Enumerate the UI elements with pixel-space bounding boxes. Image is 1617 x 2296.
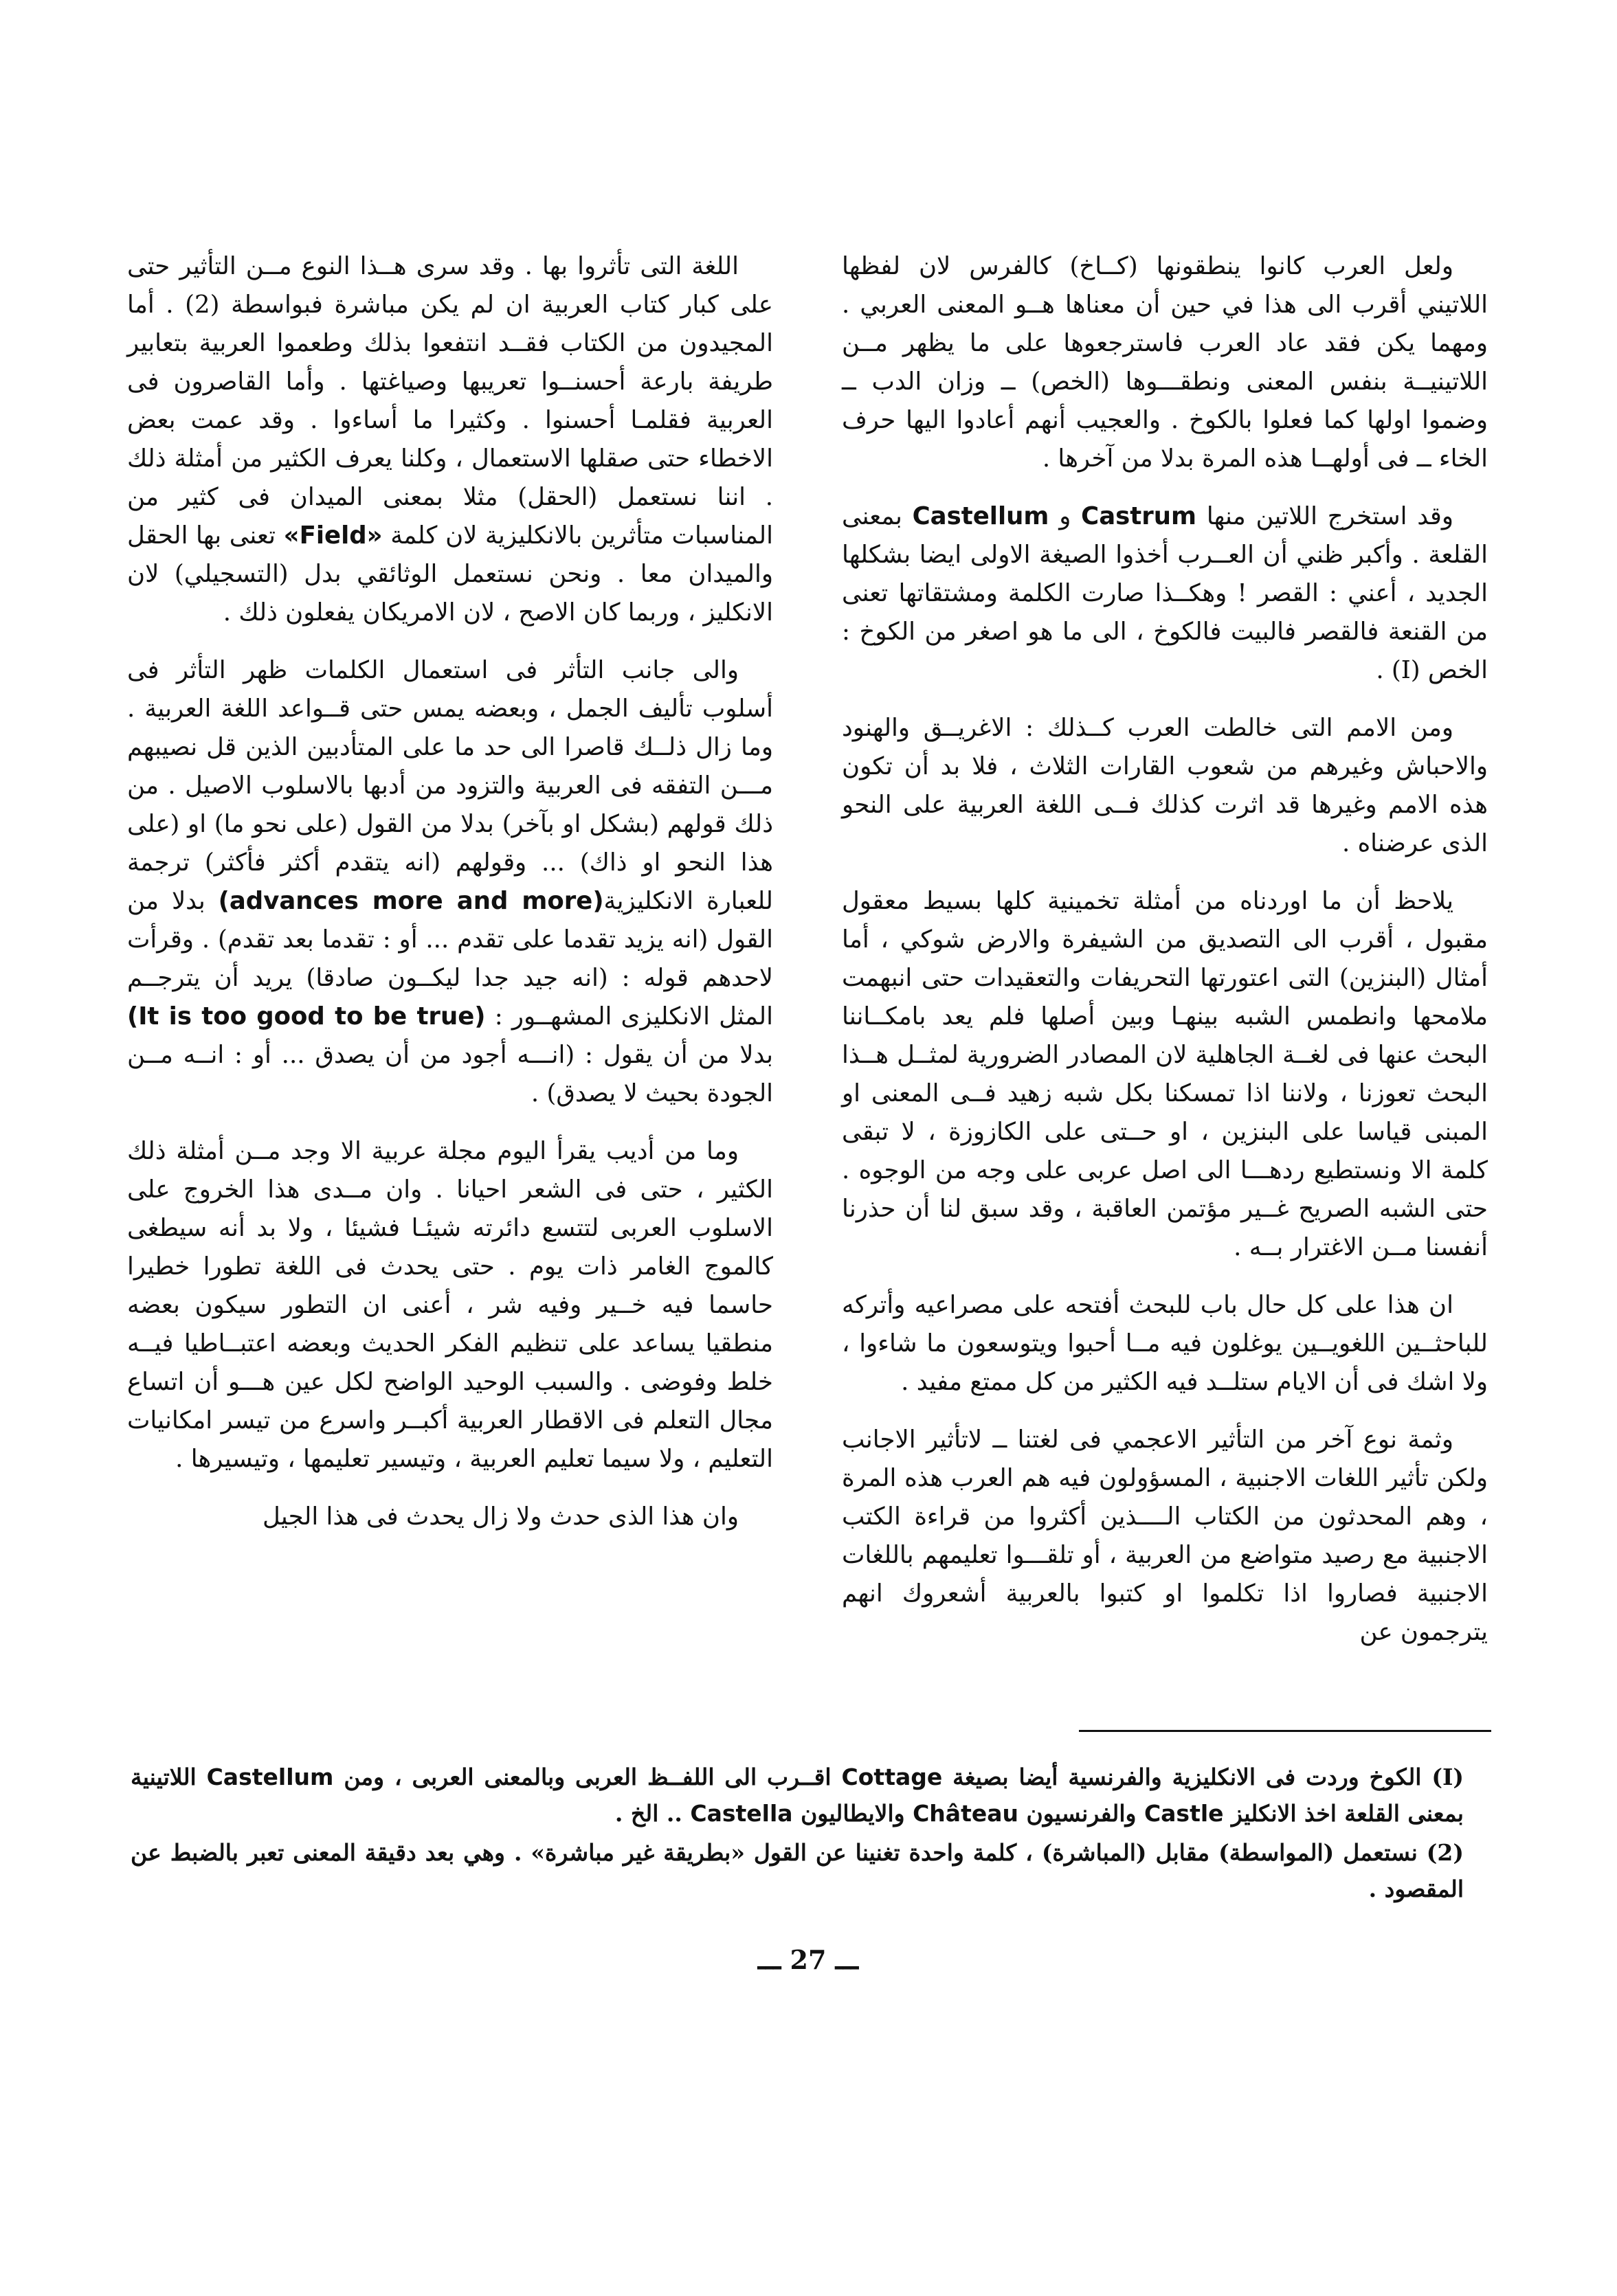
latin-term: (It is too good to be true) xyxy=(127,1002,486,1031)
right-column xyxy=(842,247,1488,1671)
text-run: و xyxy=(1059,502,1071,530)
latin-term: Cottage xyxy=(841,1764,943,1790)
text-run: والفرنسيون xyxy=(1026,1800,1137,1827)
text-run: اللغة التى تأثروا بها . وقد سرى هــذا النوع مــن التأثير حتى على كبار كتاب العربية ان لم يكن مباشرة فبواسطة (2) . أما المجيدون من الكتاب فقــد انتفعوا بذلك وطعموا العربية بتعابير طريفة بارعة أحسنــوا تعريبها وصياغتها . وأما القاصرون فى العربية فقلمـا أحسنوا . وكثيرا ما أساءوا . وقد عمت بعض الاخطاء حتى صقلها الاستعمال ، وكلنا يعرف الكثير من أمثلة ذلك . اننا نستعمل (الحقل) مثلا بمعنى الميدان فى كثير من المناسبات متأثرين بالانكليزية لان كلمة xyxy=(127,252,773,550)
paragraph: ولعل العرب كانوا ينطقونها (كــاخ) كالفرس لان لفظها اللاتيني أقرب الى هذا في حين أن معناها هــو المعنى العربي . ومهما يكن فقد عاد العرب فاسترجعوها على ما يظهر مــن اللاتينيــة بنفس المعنى ونطقـــوها (الخص) ــ وزان الدب ــ وضموا اولها كما فعلوا بالكوخ . والعجيب أنهم أعادوا اليها حرف الخاء ــ فى أولهــا هذه المرة بدلا من آخرها . xyxy=(842,252,1488,473)
paragraph: وان هذا الذى حدث ولا زال يحدث فى هذا الجيل xyxy=(263,1502,739,1531)
paragraph: يلاحظ أن ما اوردناه من أمثلة تخمينية كلها بسيط معقول مقبول ، أقرب الى التصديق من الشيفرة والارض شوكي ، أما أمثال (البنزين) التى اعتورتها التحريفات والتعقيدات حتى انبهمت ملامحها وانطمس الشبه بينهـا وبين أصلها فلم يعد بامكــاننا البحث عنها فى لغــة الجاهلية لان المصادر الضرورية لمثــل هــذا البحث تعوزنا ، ولاننا اذا تمسكنا بكل شبه زهيد فــى المعنى او المبنى قياسا على البنزين ، او حــتى على الكازوزة ، لا تبقى كلمة الا ونستطيع ردهـــا الى اصل عربى على وجه من الوجوه . حتى الشبه الصريح غــير مؤتمن العاقبة ، وقد سبق لنا أن حذرنا أنفسنا مــن الاغترار بــه . xyxy=(842,887,1488,1261)
text-run: .. الخ . xyxy=(614,1800,682,1827)
text-run: وقد استخرج اللاتين منها xyxy=(1206,502,1453,530)
latin-term: Castrum xyxy=(1081,502,1197,530)
text-run: والى جانب التأثر فى استعمال الكلمات ظهر التأثر فى أسلوب تأليف الجمل ، وبعضه يمس حتى قــواعد اللغة العربية . وما زال ذلــك قاصرا الى حد ما على المتأدبين الذين قل نصيبهم مـــن التفقه فى العربية والتزود من أدبها بالاسلوب الاصيل . من ذلك قولهم (بشكل او بآخر) بدلا من القول (على نحو ما) او (على هذا النحو او ذاك) ... وقولهم (انه يتقدم أكثر فأكثر) ترجمة للعبارة الانكليزية xyxy=(127,656,773,915)
left-column xyxy=(127,247,773,1555)
latin-term: Château xyxy=(913,1800,1018,1827)
paragraph: ومن الامم التى خالطت العرب كــذلك : الاغريــق والهنود والاحباش وغيرهم من شعوب القارات الثلاث ، فلا بد أن تكون هذه الامم وغيرها قد اثرت كذلك فــى اللغة العربية على النحو الذى عرضناه . xyxy=(842,714,1488,857)
paragraph xyxy=(127,651,773,1113)
latin-term: (advances more and more) xyxy=(218,887,604,915)
latin-term: Castella xyxy=(690,1800,793,1827)
footnote-2: (2) نستعمل (المواسطة) مقابل (المباشرة) ، كلمة واحدة تغنينا عن القول «بطريقة غير مباشرة» . وهي بعد دقيقة المعنى تعبر بالضبط عن المقصود . xyxy=(131,1839,1464,1902)
paragraph xyxy=(842,497,1488,690)
text-run: (I) الكوخ وردت فى الانكليزية والفرنسية أيضا بصيغة xyxy=(952,1764,1464,1790)
text-run: اقــرب الى اللفــظ العربى وبالمعنى العربى ، ومن xyxy=(344,1764,832,1790)
latin-term: Castle xyxy=(1144,1800,1224,1827)
paragraph xyxy=(127,247,773,632)
paragraph: ان هذا على كل حال باب للبحث أفتحه على مصراعيه وأتركه للباحثــين اللغويــين يوغلون فيه مــا أحبوا ويتوسعون ما شاءوا ، ولا اشك فى أن الايام ستلــد فيه الكثير من كل ممتع مفيد . xyxy=(842,1291,1488,1396)
text-run: والايطاليون xyxy=(801,1800,905,1827)
latin-term: Castellum xyxy=(206,1764,334,1790)
paragraph: وثمة نوع آخر من التأثير الاعجمي فى لغتنا ــ لاتأثير الاجانب ولكن تأثير اللغات الاجنبية ، المسؤولون فيه هم العرب هذه المرة ، وهم المحدثون من الكتاب الــــذين أكثروا من قراءة الكتب الاجنبية مع رصيد متواضع من العربية ، أو تلقـــوا تعليمهم باللغات الاجنبية فصاروا اذا تكلموا او كتبوا بالعربية أشعروك انهم يترجمون عن xyxy=(842,1426,1488,1646)
footnote-separator xyxy=(1079,1730,1491,1732)
footnote-1 xyxy=(131,1759,1464,1832)
page-number: ـــ 27 ـــ xyxy=(757,1944,859,1975)
text-run: بمعنى القلعة . وأكبر ظني أن العــرب أخذوا الصيغة الاولى ايضا بشكلها الجديد ، أعني : القصر ! وهكــذا صارت الكلمة ومشتقاتها تعنى من القنعة فالقصر فالبيت فالكوخ ، الى ما هو اصغر من الكوخ : الخص (I) . xyxy=(842,502,1488,684)
text-run: بدلا من القول (انه يزيد تقدما على تقدم ... أو : تقدما بعد تقدم) . وقرأت لاحدهم قوله : (انه جيد جدا ليكــون صادقا) يريد أن يترجــم المثل الانكليزى المشهــور : xyxy=(127,887,773,1031)
text-run: تعنى بها الحقل والميدان معا . ونحن نستعمل الوثائقي بدل (التسجيلي) لان الانكليز ، وربما كان الاصح ، لان الامريكان يفعلون ذلك . xyxy=(127,521,773,627)
text-run: بدلا من أن يقول : (انـــه أجود من أن يصدق ... أو : انــه مــن الجودة بحيث لا يصدق) . xyxy=(127,1041,773,1107)
text-run: اللاتينية بمعنى القلعة اخذ الانكليز xyxy=(131,1764,1464,1827)
footnotes xyxy=(131,1759,1464,1910)
paragraph: وما من أديب يقرأ اليوم مجلة عربية الا وجد مــن أمثلة ذلك الكثير ، حتى فى الشعر احيانا . وان مــدى هذا الخروج على الاسلوب العربى لتتسع دائرته شيئـا فشيئا ، ولا بد أنه سيطغى كالموج الغامر ذات يوم . حتى يحدث فى اللغة تطورا خطيرا حاسما فيه خــير وفيه شر ، أعنى ان التطور سيكون بعضه منطقيا يساعد على تنظيم الفكر الحديث وبعضه اعتبــاطيا فيــه خلط وفوضى . والسبب الوحيد الواضح لكل عين هـــو أن اتساع مجال التعلم فى الاقطار العربية أكبــر واسرع من تيسر امكانيات التعليم ، ولا سيما تعليم العربية ، وتيسير تعليمها ، وتيسيرها . xyxy=(127,1137,773,1473)
latin-term: Castellum xyxy=(912,502,1049,530)
latin-term: «Field» xyxy=(283,521,383,550)
